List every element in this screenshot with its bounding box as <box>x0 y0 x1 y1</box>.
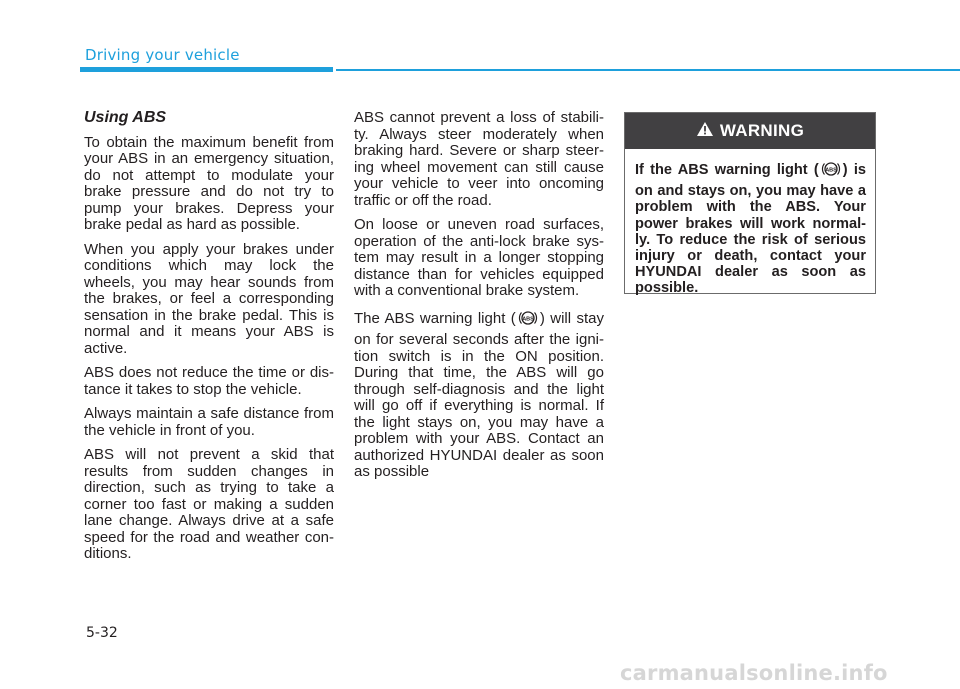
section-heading: Using ABS <box>84 109 167 126</box>
paragraph <box>354 308 604 481</box>
warning-title: WARNING <box>719 121 805 140</box>
warning-text-part: ) is on and stays on, you may have a problem with the ABS. Your power brakes will work normal-ly. To reduce the risk of serious injury or death, contact your HYUNDAI dealer as soon as possible. <box>635 162 866 297</box>
warning-text-part: If the ABS warning light ( <box>635 162 819 178</box>
abs-icon-label: ABS <box>522 315 534 322</box>
abs-icon-label: ABS <box>824 167 837 174</box>
header-rule-thick <box>80 67 333 72</box>
paragraph: When you apply your brakes under conditions which may lock the wheels, you may hear sounds from the brakes, or feel a corresponding sensation in the brake pedal. This is normal and it means your ABS is active. <box>84 240 334 357</box>
paragraph: ABS will not prevent a skid that results from sudden changes in direction, such as trying to take a corner too fast or making a sudden lane change. Always drive at a safe speed for the road and weather con-ditions. <box>84 446 334 562</box>
paragraph: To obtain the maximum benefit from your ABS in an emergency situation, do not attempt to modulate your brake pressure and do not try to pump your brakes. Depress your brake pedal as hard as possible. <box>84 133 334 233</box>
abs-warning-icon <box>518 308 538 333</box>
paragraph: ABS cannot prevent a loss of stabili-ty. Always steer moderately when braking hard. Severe or sharp steer-ing wheel movement can still cause your vehicle to veer into oncoming traffic or off the road. <box>354 109 604 209</box>
column-middle <box>354 110 604 489</box>
warning-text <box>635 159 866 297</box>
watermark: carmanualsonline.info <box>620 661 888 685</box>
paragraph: On loose or uneven road surfaces, operation of the anti-lock brake sys-tem may result in a longer stopping distance than for vehicles equipped with a conventional brake system. <box>354 216 604 299</box>
warning-header <box>625 113 875 149</box>
paragraph: Always maintain a safe distance from the vehicle in front of you. <box>84 405 334 439</box>
header-rule-thin <box>336 69 960 71</box>
page-number: 5-32 <box>86 625 118 641</box>
paragraph-text: ) will stay on for several seconds after the igni-tion switch is in the ON position. During that time, the ABS will go through self-diagnosis and the light will go off if everything is normal. If the light stays on, you may have a problem with your ABS. Contact an authorized HYUNDAI dealer as soon as possible <box>354 309 605 480</box>
warning-triangle-icon <box>696 121 714 142</box>
paragraph-text: The ABS warning light ( <box>354 309 516 327</box>
paragraph: ABS does not reduce the time or dis-tance it takes to stop the vehicle. <box>84 364 334 398</box>
abs-warning-icon <box>821 159 841 183</box>
warning-box <box>624 112 876 297</box>
section-title: Driving your vehicle <box>85 46 240 64</box>
column-left <box>84 110 334 571</box>
